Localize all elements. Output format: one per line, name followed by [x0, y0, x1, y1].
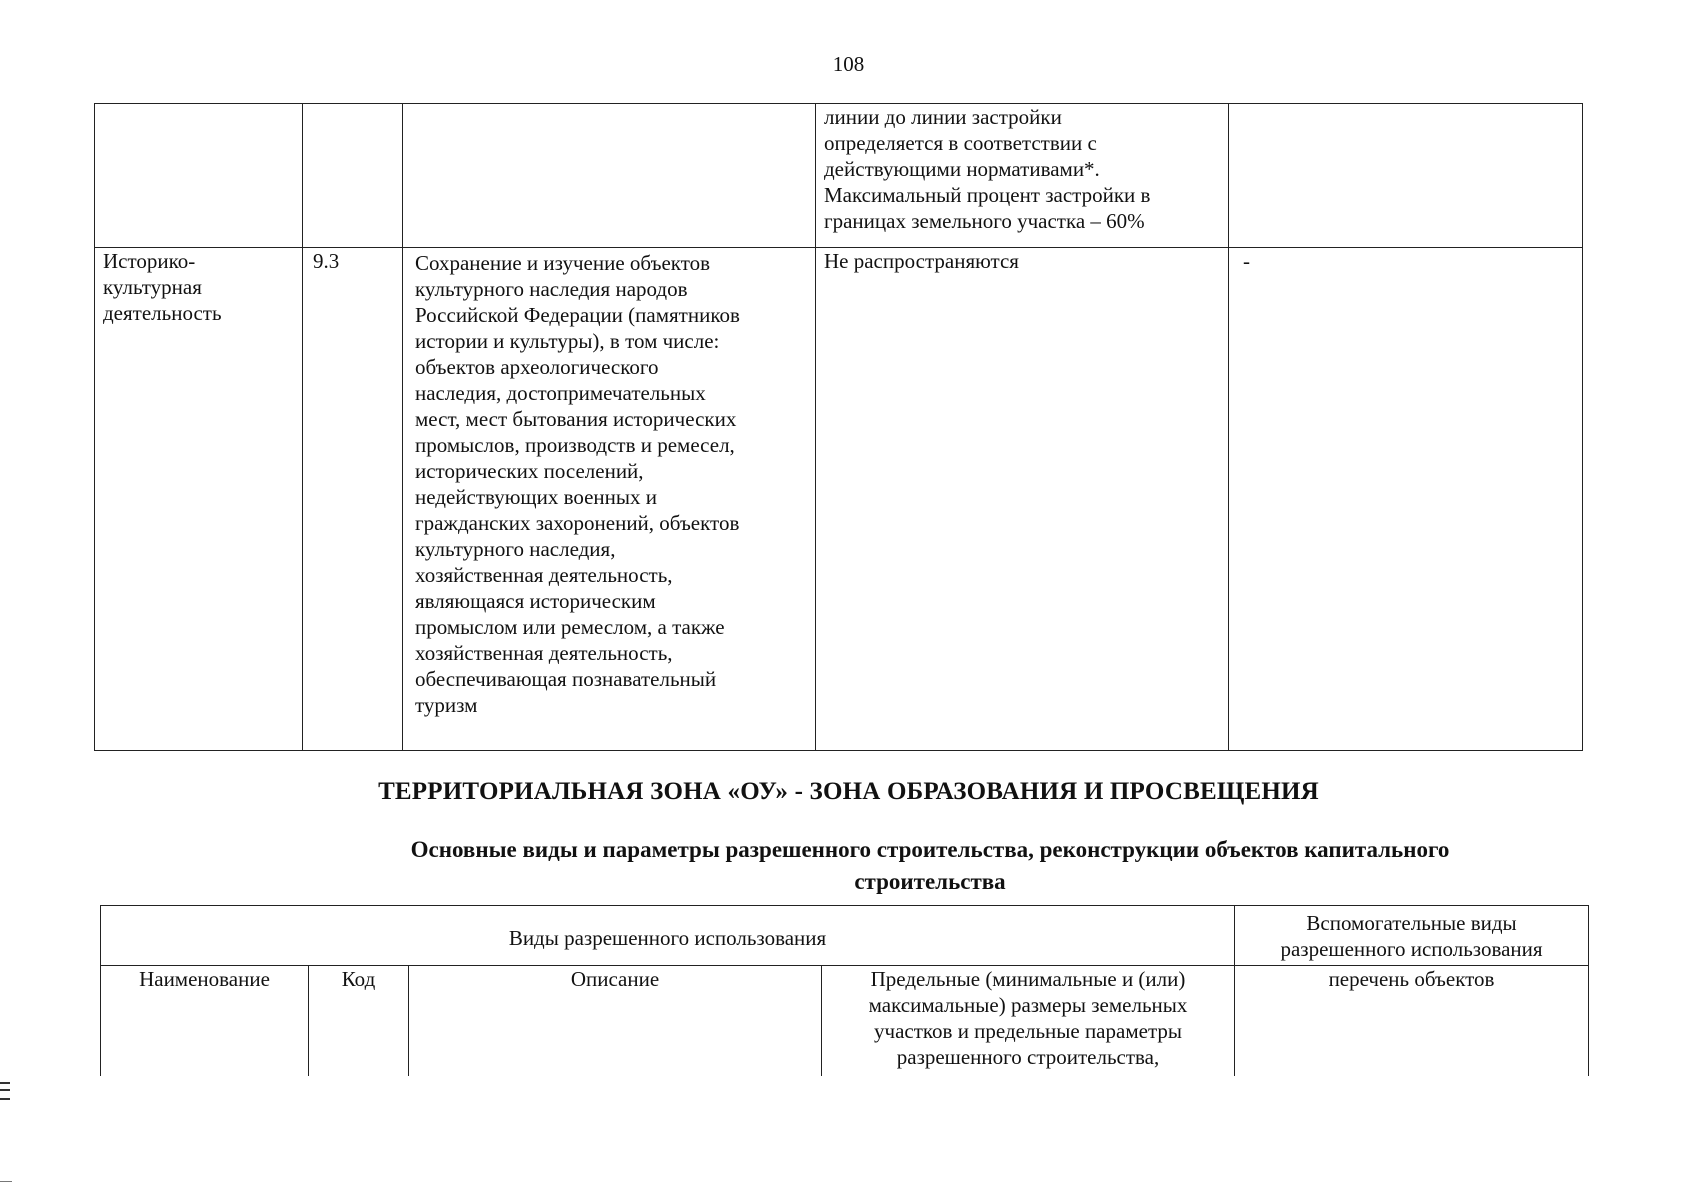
table-header-row — [101, 906, 1589, 966]
auxiliary-cell: - — [1229, 248, 1583, 751]
name-cell — [95, 248, 303, 751]
description-line: объектов археологического — [415, 355, 659, 379]
column-header-name: Наименование — [101, 966, 309, 1077]
auxiliary-cell-empty — [1229, 104, 1583, 248]
permitted-use-group-header: Виды разрешенного использования — [101, 906, 1235, 966]
parameters-line: Максимальный процент застройки в — [824, 183, 1151, 207]
column-header-code: Код — [309, 966, 409, 1077]
aux-header-line: Вспомогательные виды — [1306, 911, 1517, 935]
column-header-description: Описание — [409, 966, 822, 1077]
parameters-header-line: максимальные) размеры земельных — [868, 993, 1188, 1017]
auxiliary-use-header — [1235, 906, 1589, 966]
parameters-line: действующими нормативами*. — [824, 157, 1100, 181]
description-line: мест, мест бытования исторических — [415, 407, 737, 431]
parameters-cell: Не распространяются — [816, 248, 1229, 751]
code-cell: 9.3 — [303, 248, 403, 751]
name-line: культурная — [103, 275, 202, 299]
description-line: хозяйственная деятельность, — [415, 641, 673, 665]
table-row — [95, 104, 1583, 248]
name-line: деятельность — [103, 301, 222, 325]
description-line: Российской Федерации (памятников — [415, 303, 740, 327]
description-line: являющаяся историческим — [415, 589, 656, 613]
description-line: культурного наследия народов — [415, 277, 688, 301]
table-row — [95, 248, 1583, 751]
description-cell-empty — [403, 104, 816, 248]
description-line: промыслом или ремеслом, а также — [415, 615, 725, 639]
description-line: исторических поселений, — [415, 459, 644, 483]
description-line: культурного наследия, — [415, 537, 616, 561]
name-cell-empty — [95, 104, 303, 248]
table-header-row — [101, 966, 1589, 1077]
parameters-line: определяется в соответствии с — [824, 131, 1097, 155]
name-line: Историко- — [103, 249, 196, 273]
description-line: туризм — [415, 693, 478, 717]
subtitle-line: строительства — [854, 869, 1006, 894]
scan-margin-mark — [0, 1082, 10, 1100]
aux-header-line: разрешенного использования — [1280, 937, 1543, 961]
description-line: обеспечивающая познавательный — [415, 667, 717, 691]
description-line: хозяйственная деятельность, — [415, 563, 673, 587]
column-header-objects-list: перечень объектов — [1235, 966, 1589, 1077]
description-line: недействующих военных и — [415, 485, 657, 509]
column-header-parameters — [822, 966, 1235, 1077]
parameters-header-line: Предельные (минимальные и (или) — [870, 967, 1186, 991]
parameters-header-line: участков и предельные параметры — [874, 1019, 1182, 1043]
zone-title: ТЕРРИТОРИАЛЬНАЯ ЗОНА «ОУ» - ЗОНА ОБРАЗОВАНИЯ И ПРОСВЕЩЕНИЯ — [378, 778, 1319, 805]
page-number: 108 — [832, 52, 865, 76]
parameters-line: линии до линии застройки — [824, 105, 1062, 129]
description-cell — [403, 248, 816, 751]
description-line: истории и культуры), в том числе: — [415, 329, 720, 353]
description-line: гражданских захоронений, объектов — [415, 511, 740, 535]
description-line: промыслов, производств и ремесел, — [415, 433, 735, 457]
subtitle-line: Основные виды и параметры разрешенного строительства, реконструкции объектов капитального — [410, 837, 1450, 862]
parameters-header-line: разрешенного строительства, — [896, 1045, 1160, 1069]
scan-margin-line — [0, 1181, 12, 1182]
land-use-table-header — [100, 905, 1589, 1076]
code-cell-empty — [303, 104, 403, 248]
parameters-line: границах земельного участка – 60% — [824, 209, 1145, 233]
land-use-table-continued — [94, 103, 1583, 751]
description-line: наследия, достопримечательных — [415, 381, 706, 405]
section-subtitle — [250, 834, 1610, 898]
parameters-cell — [816, 104, 1229, 248]
description-line: Сохранение и изучение объектов — [415, 251, 711, 275]
